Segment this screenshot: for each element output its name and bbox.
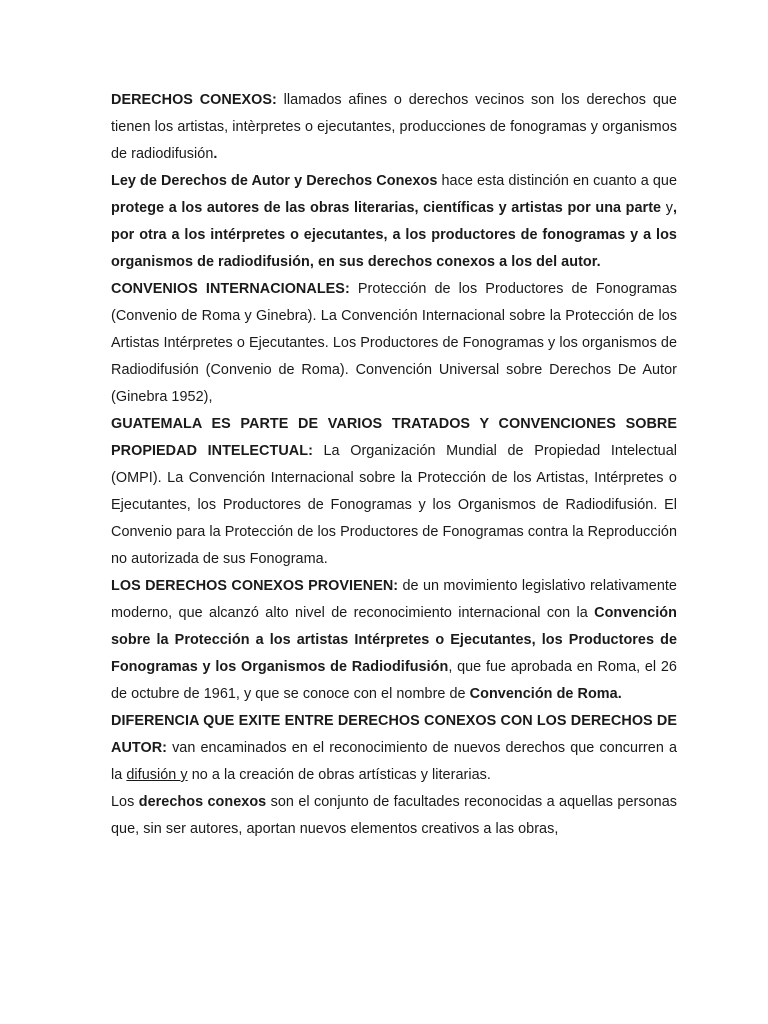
text-span: van encaminados en el reconocimiento de nuevos derechos que concurren a la [111,740,677,783]
underlined-text: difusión y [126,767,188,783]
text-span: llamados afines o derechos vecinos son los derechos que tienen los artistas, intèrpretes o ejecutantes, producciones de fonogramas y organismos de radiodifusión [111,92,677,162]
heading-convenios-internacionales: CONVENIOS INTERNACIONALES: [111,281,350,297]
text-span: son el conjunto de facultades reconocidas a aquellas personas que, sin ser autores, aportan nuevos elementos creativos a las obras, [111,794,678,837]
paragraph-derechos-conexos [111,87,677,168]
heading-diferencia-derechos: DIFERENCIA QUE EXITE ENTRE DERECHOS CONEXOS CON LOS DERECHOS DE AUTOR: [111,713,677,756]
text-span: La Organización Mundial de Propiedad Intelectual (OMPI). La Convención Internacional sobre la Protección de los Artistas, Intérpretes o Ejecutantes, los Productores de Fonogramas y los Organismos de Radiodifusión. El Convenio para la Protección de los Productores de Fonogramas contra la Reproducción no autorizada de sus Fonograma. [111,443,677,567]
heading-derechos-conexos-provienen: LOS DERECHOS CONEXOS PROVIENEN: [111,578,399,594]
paragraph-diferencia-derechos [111,708,677,789]
heading-guatemala-tratados: GUATEMALA ES PARTE DE VARIOS TRATADOS Y CONVENCIONES SOBRE PROPIEDAD INTELECTUAL: [111,416,677,459]
text-span: Protección de los Productores de Fonogramas (Convenio de Roma y Ginebra). La Convención Internacional sobre la Protección de los Artistas Intérpretes o Ejecutantes. Los Productores de Fonogramas y los organismos de Radiodifusión (Convenio de Roma). Convención Universal sobre Derechos De Autor (Ginebra 1952), [111,281,678,405]
heading-derechos-conexos: DERECHOS CONEXOS: [111,92,277,108]
paragraph-guatemala-tratados [111,411,677,573]
text-span: , que fue aprobada en Roma, el 26 de octubre de 1961, y que se conoce con el nombre de [111,659,677,702]
text-span: y [661,200,673,216]
paragraph-definicion [111,789,677,843]
text-span: . [213,146,218,162]
text-span: protege a los autores de las obras literarias, científicas y artistas por una parte [111,200,662,216]
text-span: derechos conexos [138,794,267,810]
paragraph-derechos-conexos-provienen [111,573,677,708]
heading-ley-derechos-autor: Ley de Derechos de Autor y Derechos Conexos [111,173,438,189]
text-span: de un movimiento legislativo relativamente moderno, que alcanzó alto nivel de reconocimiento internacional con la [111,578,677,621]
text-span: Convención sobre la Protección a los artistas Intérpretes o Ejecutantes, los Productores de Fonogramas y los Organismos de Radiodifusión [111,605,677,675]
text-span: Los [111,794,139,810]
text-span: Convención de Roma. [469,686,622,702]
paragraph-ley-derechos-autor [111,168,677,276]
text-span: , por otra a los intérpretes o ejecutantes, a los productores de fonogramas y a los organismos de radiodifusión, en sus derechos conexos a los del autor. [111,200,677,270]
text-span: hace esta distinción en cuanto a que [437,173,677,189]
document-page [111,87,677,843]
text-span: no a la creación de obras artísticas y literarias. [187,767,491,783]
paragraph-convenios-internacionales [111,276,677,411]
